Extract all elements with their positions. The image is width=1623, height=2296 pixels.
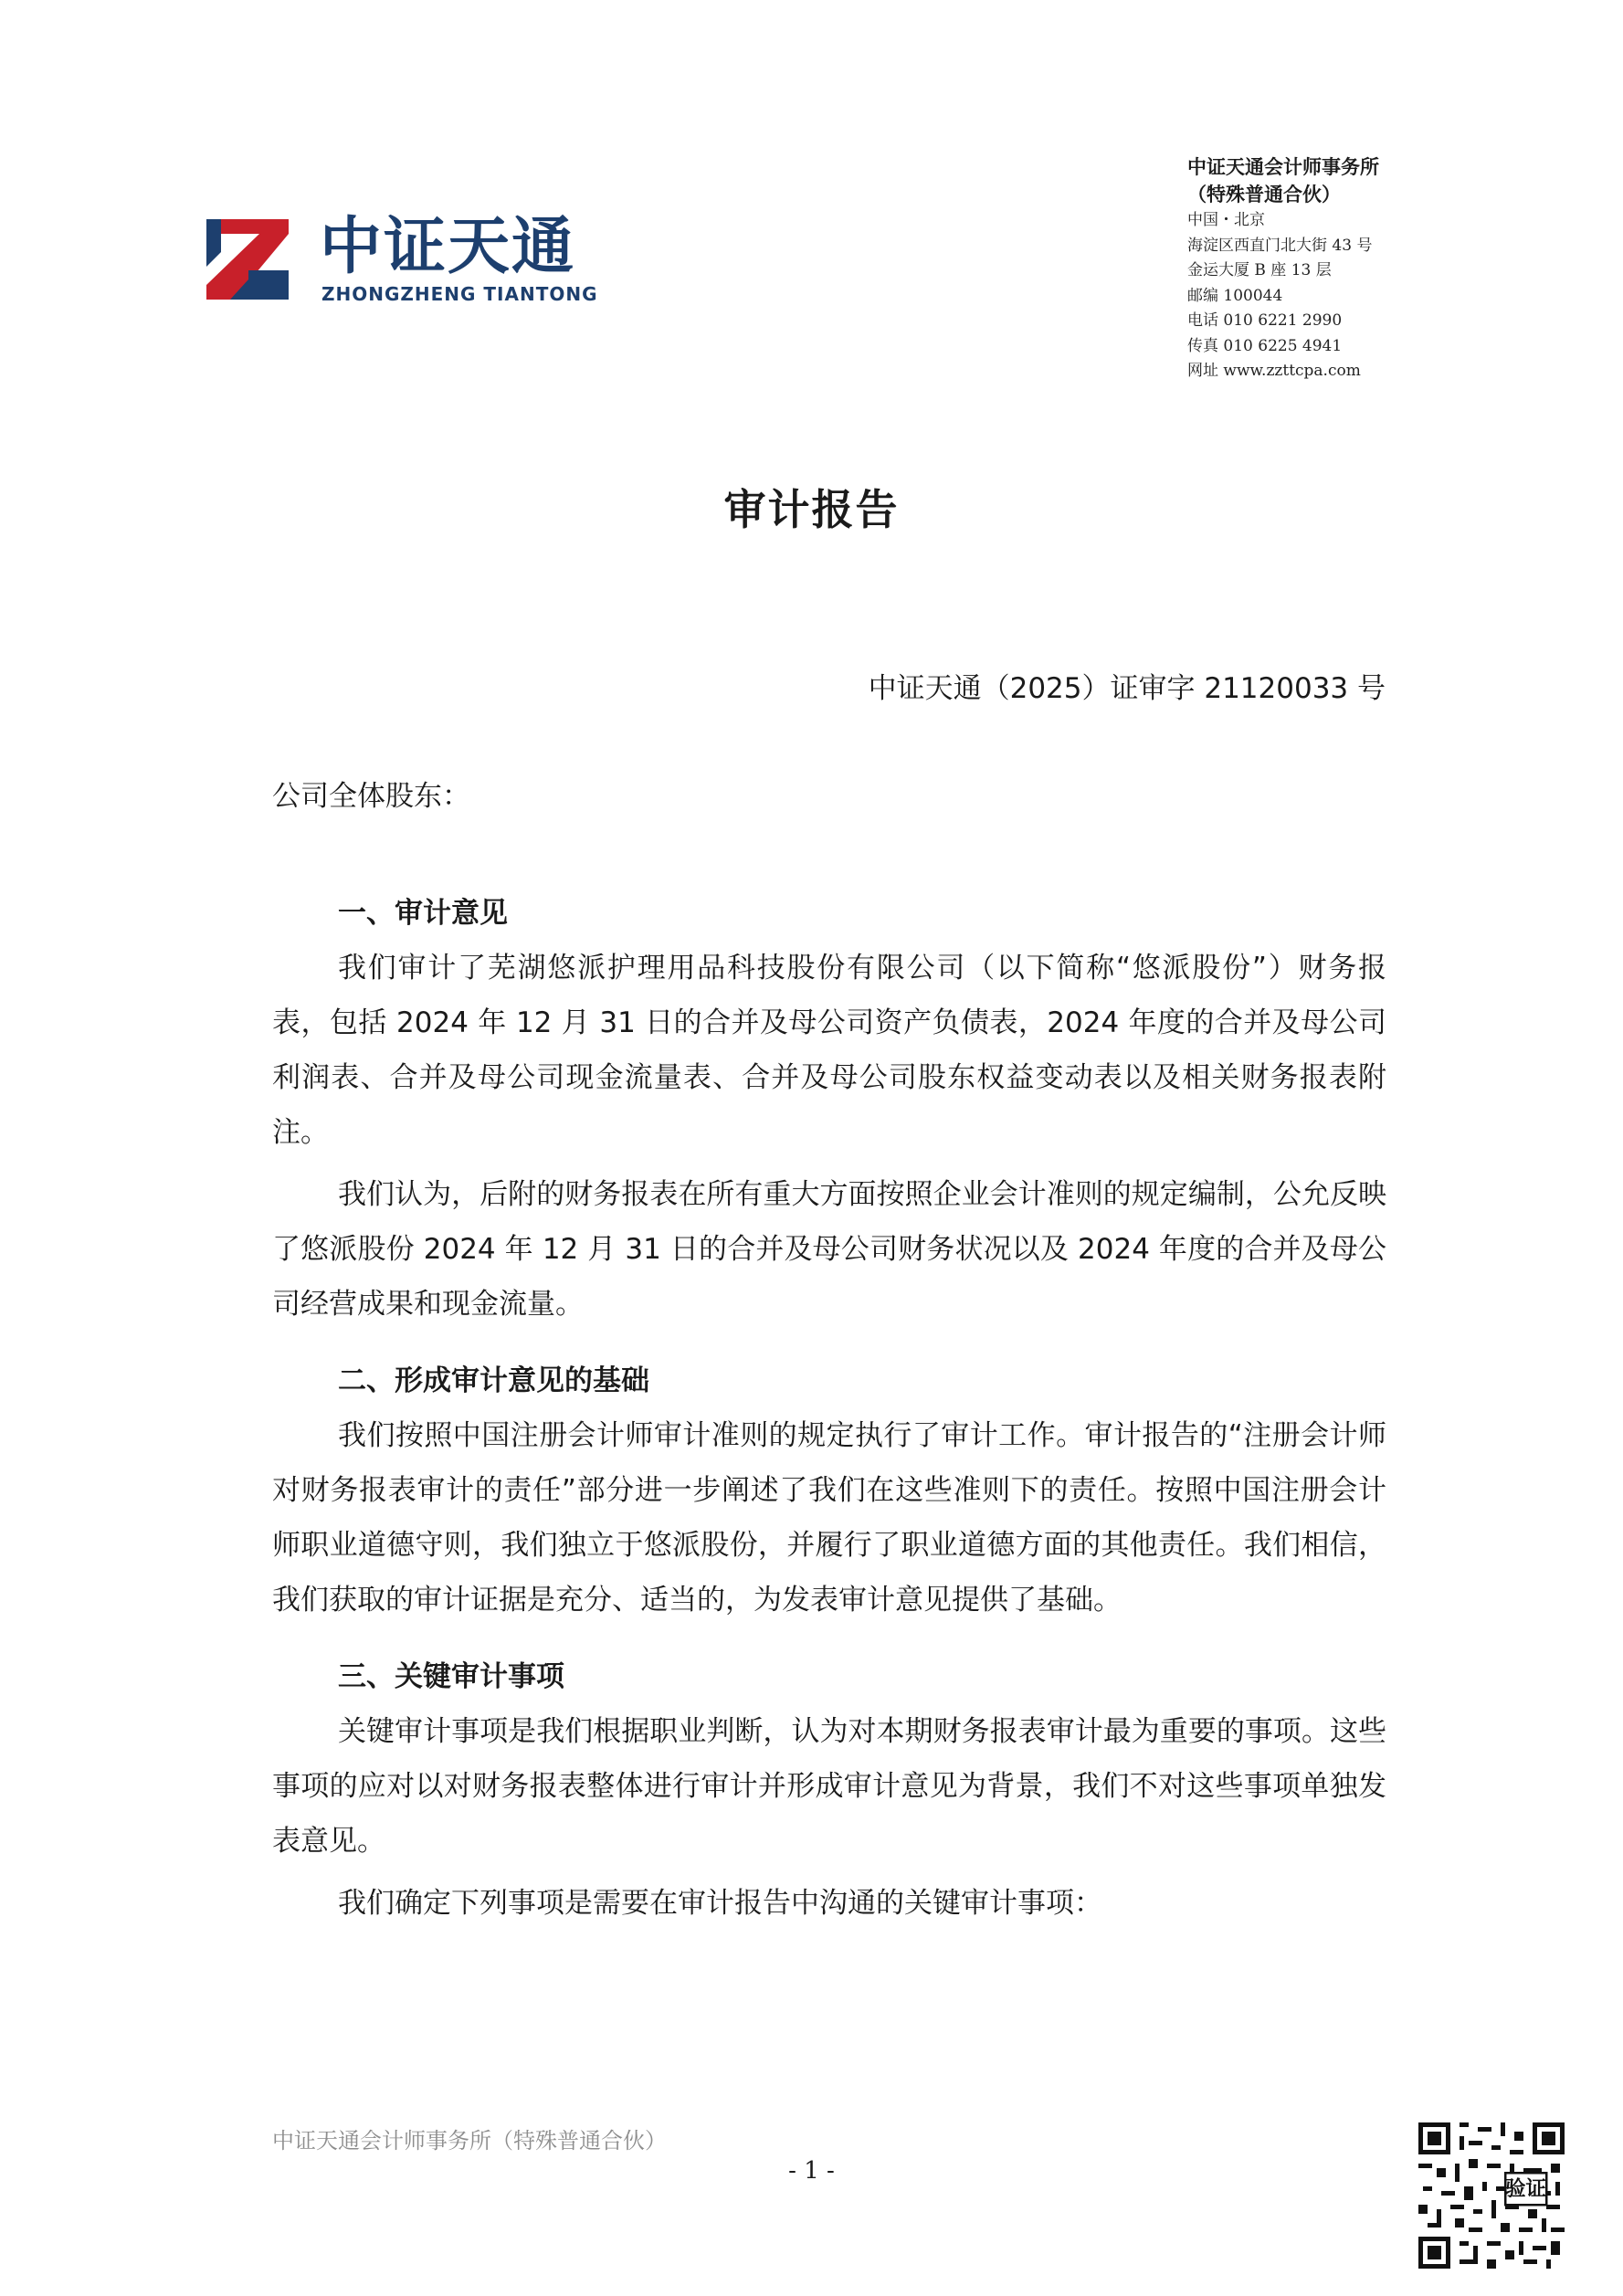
paragraph: 我们认为，后附的财务报表在所有重大方面按照企业会计准则的规定编制，公允反映了悠派股份 2024 年 12 月 31 日的合并及母公司财务状况以及 2024 年度的合并及母公司经营成果和现金流量。: [272, 1178, 1386, 1321]
firm-fax: 传真 010 6225 4941: [1187, 336, 1343, 355]
section-heading-key-audit-matters: 三、关键审计事项: [338, 1660, 564, 1693]
firm-contact-block: [1187, 153, 1461, 384]
logo-chinese-text: 中证天通: [320, 211, 576, 283]
firm-name-suffix: （特殊普通合伙）: [1187, 184, 1341, 205]
report-body: [272, 886, 1386, 1931]
qr-verify-label: 验证: [1504, 2177, 1547, 2201]
company-logo: [203, 211, 623, 305]
salutation: 公司全体股东：: [272, 780, 470, 813]
page-number: - 1 -: [788, 2157, 835, 2185]
verification-qr-code-icon[interactable]: [1418, 2122, 1565, 2269]
footer-firm-name: 中证天通会计师事务所（特殊普通合伙）: [272, 2128, 667, 2154]
firm-website: 网址 www.zzttcpa.com: [1187, 362, 1361, 380]
paragraph: 我们审计了芜湖悠派护理用品科技股份有限公司（以下简称“悠派股份”）财务报表，包括 2024 年 12 月 31 日的合并及母公司资产负债表，2024 年度的合并及母公司利润表、合并及母公司现金流量表、合并及母公司股东权益变动表以及相关财务报表附注。: [272, 952, 1386, 1149]
firm-postcode: 邮编 100044: [1187, 286, 1283, 305]
paragraph: 我们确定下列事项是需要在审计报告中沟通的关键审计事项：: [338, 1887, 1102, 1920]
paragraph: 我们按照中国注册会计师审计准则的规定执行了审计工作。审计报告的“注册会计师对财务报表审计的责任”部分进一步阐述了我们在这些准则下的责任。按照中国注册会计师职业道德守则，我们独立于悠派股份，并履行了职业道德方面的其他责任。我们相信，我们获取的审计证据是充分、适当的，为发表审计意见提供了基础。: [272, 1419, 1386, 1617]
section-heading-basis-for-opinion: 二、形成审计意见的基础: [338, 1364, 649, 1397]
firm-phone: 电话 010 6221 2990: [1187, 311, 1343, 330]
firm-location: 中国・北京: [1187, 211, 1265, 229]
firm-address-building: 金运大厦 B 座 13 层: [1187, 261, 1332, 279]
firm-name: 中证天通会计师事务所: [1187, 156, 1379, 178]
firm-address-street: 海淀区西直门北大街 43 号: [1187, 236, 1373, 255]
report-reference-number: 中证天通（2025）证审字 21120033 号: [868, 672, 1386, 705]
logo-english-text: ZHONGZHENG TIANTONG: [321, 283, 598, 305]
report-title: 审计报告: [723, 485, 900, 534]
zt-logo-mark-icon: [203, 216, 292, 303]
section-heading-audit-opinion: 一、审计意见: [338, 897, 508, 930]
paragraph: 关键审计事项是我们根据职业判断，认为对本期财务报表审计最为重要的事项。这些事项的应对以对财务报表整体进行审计并形成审计意见为背景，我们不对这些事项单独发表意见。: [272, 1715, 1386, 1858]
